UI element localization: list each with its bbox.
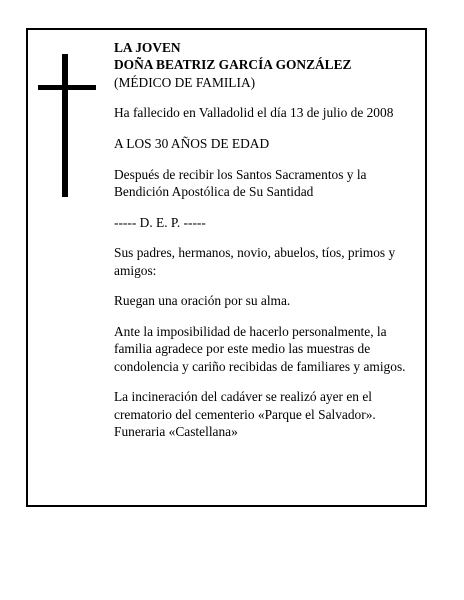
family-line: Sus padres, hermanos, novio, abuelos, tíos, primos y <box>114 245 396 261</box>
thanks-line: Ante la imposibilidad de hacerlo personalmente, la <box>114 323 387 339</box>
cross-horizontal-bar <box>38 85 96 90</box>
sacraments-line: Después de recibir los Santos Sacramentos y la <box>114 166 367 182</box>
cremation-paragraph <box>114 388 414 440</box>
death-statement: Ha fallecido en Valladolid el día 13 de julio de 2008 <box>114 105 394 121</box>
deceased-profession: (MÉDICO DE FAMILIA) <box>114 74 256 90</box>
funeral-home: Funeraria «Castellana» <box>114 424 238 439</box>
sacraments-line: Bendición Apostólica de Su Santidad <box>114 184 314 199</box>
prayer-request: Ruegan una oración por su alma. <box>114 293 291 309</box>
obituary-text <box>114 39 414 440</box>
sacraments-paragraph <box>114 166 414 201</box>
age-statement: A LOS 30 AÑOS DE EDAD <box>114 136 270 151</box>
heading-la-joven: LA JOVEN <box>114 40 181 55</box>
thanks-line: condolencia y cariño recibidas de familiares y amigos. <box>114 358 406 374</box>
family-paragraph <box>114 244 414 279</box>
latin-cross-icon <box>38 54 96 197</box>
cremation-line: La incineración del cadáver se realizó ayer en el <box>114 389 372 405</box>
rip-line: ----- D. E. P. ----- <box>114 214 206 230</box>
thanks-paragraph <box>114 323 414 375</box>
cremation-line: crematorio del cementerio «Parque el Salvador». <box>114 406 376 422</box>
thanks-line: familia agradece por este medio las muestras de <box>114 341 371 357</box>
deceased-name: DOÑA BEATRIZ GARCÍA GONZÁLEZ <box>114 57 352 73</box>
cross-vertical-bar <box>62 54 68 197</box>
family-line: amigos: <box>114 262 157 278</box>
